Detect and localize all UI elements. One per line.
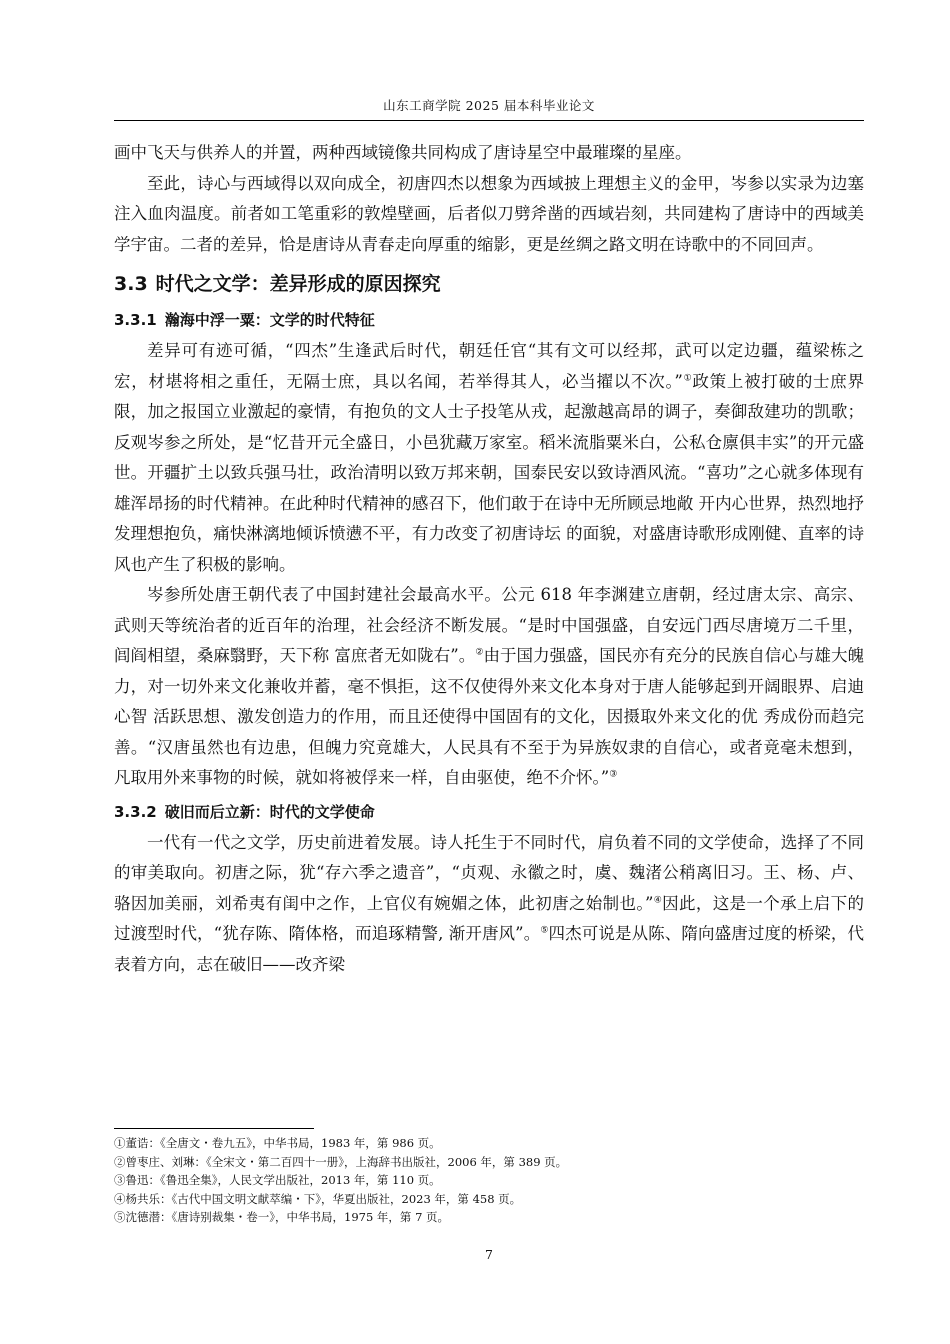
subsection-heading [114, 306, 864, 334]
paragraph-text: 政策上被打破的士庶界限，加之报国立业激起的豪情，有抱负的文人士子投笔从戎，起激越高昂的调子，奏御敌建功的凯歌；反观岑参之所处，是“忆昔开元全盛日，小邑犹藏万家室。稻米流脂粟米白，公私仓廪俱丰实”的开元盛世。开疆扩土以致兵强马壮，政治清明以致万邦来朝，国泰民安以致诗酒风流。“喜功”之心就多体现有雄浑昂扬的时代精神。在此种时代精神的感召下，他们敢于在诗中无所顾忌地敞 开内心世界，热烈地抒发理想抱负，痛快淋漓地倾诉愤懑不平，有力改变了初唐诗坛 的面貌，对盛唐诗歌形成刚健、直率的诗风也产生了积极的影响。 [114, 371, 865, 574]
paragraph [114, 580, 864, 794]
paragraph-text: 因此，这是一个承上启下的过渡型时代，“犹存陈、隋体格，而追琢精警, 渐开唐风”。 [114, 893, 865, 943]
section-heading [114, 266, 864, 302]
footnote-item: ①董诰：《全唐文・卷九五》，中华书局，1983 年，第 986 页。 [114, 1136, 441, 1150]
footnote-ref[interactable]: ⑤ [540, 925, 549, 936]
footnotes [114, 1134, 864, 1227]
page-number: 7 [485, 1247, 493, 1262]
paragraph-text: 岑参所处唐王朝代表了中国封建社会最高水平。公元 618 年李渊建立唐朝，经过唐太宗、高宗、武则天等统治者的近百年的治理，社会经济不断发展。“是时中国强盛，自安远门西尽唐境万二千里，闾阎相望，桑麻翳野，天下称 富庶者无如陇右”。 [114, 585, 864, 665]
document-page [114, 0, 864, 1344]
paragraph-text: 一代有一代之文学，历史前进着发展。诗人托生于不同时代，肩负着不同的文学使命，选择了不同的审美取向。初唐之际，犹“存六季之遗音”，“贞观、永徽之时，虞、魏渚公稍离旧习。王、杨、卢、骆因加美丽，刘希夷有闺中之作，上官仪有婉媚之体，此初唐之始制也。” [114, 832, 864, 913]
paragraph [114, 828, 864, 981]
paragraph: 至此，诗心与西域得以双向成全，初唐四杰以想象为西域披上理想主义的金甲，岑参以实录为边塞注入血肉温度。前者如工笔重彩的敦煌壁画，后者似刀劈斧凿的西域岩刻，共同建构了唐诗中的西域美学宇宙。二者的差异，恰是唐诗从青春走向厚重的缩影，更是丝绸之路文明在诗歌中的不同回声。 [114, 173, 864, 254]
footnote-item: ⑤沈德潜：《唐诗别裁集・卷一》，中华书局，1975 年，第 7 页。 [114, 1210, 450, 1224]
paragraph-continuation: 画中飞天与供养人的并置，两种西域镜像共同构成了唐诗星空中最璀璨的星座。 [114, 143, 692, 162]
running-header: 山东工商学院 2025 届本科毕业论文 [383, 98, 595, 113]
footnote-ref[interactable]: ④ [653, 895, 663, 905]
subsection-title: 瀚海中浮一粟：文学的时代特征 [164, 311, 375, 329]
footnote-item: ②曾枣庄、刘琳：《全宋文・第二百四十一册》，上海辞书出版社，2006 年，第 389 页。 [114, 1154, 568, 1169]
paragraph-text: 差异可有迹可循，“四杰”生逢武后时代，朝廷任官“其有文可以经邦，武可以定边疆，蕴梁栋之宏，材堪将相之重任，无隔士庶，具以名闻，若举得其人，必当擢以不次。” [114, 341, 864, 391]
footnote-rule [114, 1128, 314, 1129]
subsection-title: 破旧而后立新：时代的文学使命 [164, 802, 375, 821]
paragraph [114, 336, 864, 580]
footnote-ref[interactable]: ② [475, 647, 484, 658]
subsection-heading [114, 798, 864, 826]
footnote-item: ④杨共乐：《古代中国文明文献萃编・下》，华夏出版社，2023 年，第 458 页。 [114, 1191, 522, 1206]
paragraph-text: 四杰可说是从陈、隋向盛唐过度的桥梁，代表着方向，志在破旧——改齐梁 [114, 924, 864, 974]
section-title: 时代之文学：差异形成的原因探究 [155, 273, 441, 295]
footnote-item: ③鲁迅：《鲁迅全集》，人民文学出版社，2013 年，第 110 页。 [114, 1173, 441, 1187]
subsection-number: 3.3.2 [114, 802, 157, 821]
footnote-ref[interactable]: ① [682, 373, 693, 383]
paragraph-text: 由于国力强盛，国民亦有充分的民族自信心与雄大魄力，对一切外来文化兼收并蓄，毫不惧拒，这不仅使得外来文化本身对于唐人能够起到开阔眼界、启迪心智 活跃思想、激发创造力的作用，而且还使得中国固有的文化，因摄取外来文化的优 秀成份而趋完善。“汉唐虽然也有边患，但魄力究竟雄大，人民具有不至于为异族奴隶的自信心，或者竟毫未想到，凡取用外来事物的时候，就如将被俘来一样，自由驱使，绝不介怀。” [114, 646, 865, 787]
body-text [114, 138, 864, 980]
footnote-ref[interactable]: ③ [609, 769, 618, 780]
subsection-number: 3.3.1 [114, 311, 157, 329]
section-number: 3.3 [114, 273, 148, 295]
header-rule [114, 120, 864, 121]
